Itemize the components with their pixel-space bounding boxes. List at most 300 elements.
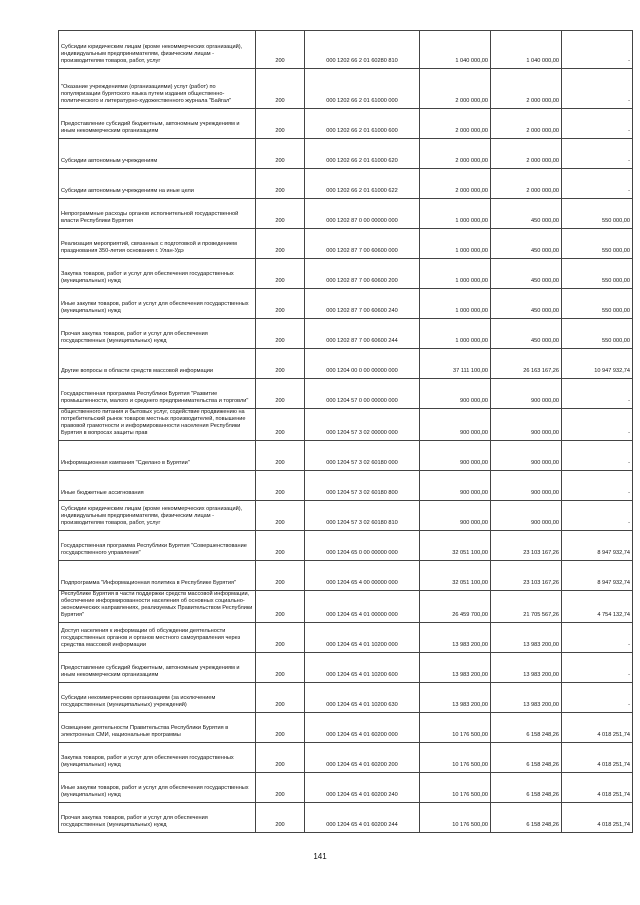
row-approved-amount	[420, 591, 491, 623]
row-unexecuted-amount	[562, 31, 633, 69]
row-approved-amount-text: 32 051 100,00	[452, 550, 488, 556]
row-name	[59, 289, 256, 319]
table-row	[59, 229, 633, 259]
row-executed-amount	[491, 653, 562, 683]
row-name	[59, 591, 256, 623]
page-number: 141	[313, 852, 327, 861]
row-name-text: Субсидии некоммерческим организациям (за исключением государственных (муниципальных) учреждений)	[61, 695, 216, 708]
row-name-text: "Оказание учреждениями (организациями) услуг (работ) по популяризации бурятского языка путем издания общественно-политического и литературно-художественного журнала "Байгал"	[61, 84, 232, 104]
table-row	[59, 31, 633, 69]
row-unexecuted-amount	[562, 501, 633, 531]
row-approved-amount	[420, 109, 491, 139]
row-budget-code-text: 000 1204 65 4 01 00000 000	[326, 612, 398, 618]
row-line-code-text: 200	[275, 822, 285, 828]
row-line-code	[256, 683, 305, 713]
row-executed-amount-text: 900 000,00	[531, 520, 559, 526]
row-executed-amount	[491, 501, 562, 531]
row-budget-code-text: 000 1204 65 4 01 10200 630	[326, 702, 398, 708]
row-line-code-text: 200	[275, 520, 285, 526]
row-approved-amount	[420, 409, 491, 441]
row-approved-amount	[420, 139, 491, 169]
row-executed-amount	[491, 259, 562, 289]
row-approved-amount-text: 10 176 500,00	[452, 762, 488, 768]
table-row	[59, 623, 633, 653]
table-row	[59, 561, 633, 591]
row-budget-code-text: 000 1202 66 2 01 61000 620	[326, 158, 398, 164]
row-budget-code-text: 000 1202 66 2 01 61000 600	[326, 128, 398, 134]
row-approved-amount-text: 900 000,00	[460, 520, 488, 526]
row-name-text: Прочая закупка товаров, работ и услуг для обеспечения государственных (муниципальных) нужд	[61, 815, 208, 828]
row-line-code	[256, 229, 305, 259]
row-budget-code-text: 000 1202 87 7 00 60600 000	[326, 248, 398, 254]
row-line-code-text: 200	[275, 338, 285, 344]
row-line-code-text: 200	[275, 792, 285, 798]
row-line-code	[256, 409, 305, 441]
row-budget-code	[305, 501, 420, 531]
row-unexecuted-amount	[562, 69, 633, 109]
row-line-code	[256, 199, 305, 229]
row-name	[59, 531, 256, 561]
row-line-code	[256, 319, 305, 349]
row-line-code	[256, 591, 305, 623]
row-executed-amount	[491, 441, 562, 471]
row-unexecuted-amount	[562, 379, 633, 409]
row-executed-amount-text: 13 983 200,00	[523, 702, 559, 708]
row-budget-code-text: 000 1204 65 4 01 60200 000	[326, 732, 398, 738]
row-name	[59, 773, 256, 803]
row-name-text: Реализация мероприятий, связанных с подготовкой и проведением празднования 350-летия основания г. Улан-Удэ	[61, 241, 237, 254]
row-budget-code-text: 000 1204 00 0 00 00000 000	[326, 368, 398, 374]
row-executed-amount	[491, 773, 562, 803]
row-line-code-text: 200	[275, 398, 285, 404]
row-approved-amount	[420, 743, 491, 773]
row-unexecuted-amount	[562, 199, 633, 229]
row-approved-amount	[420, 199, 491, 229]
row-executed-amount-text: 1 040 000,00	[526, 58, 559, 64]
row-unexecuted-amount-text: 550 000,00	[602, 338, 630, 344]
row-executed-amount	[491, 623, 562, 653]
row-approved-amount	[420, 803, 491, 833]
row-unexecuted-amount	[562, 623, 633, 653]
row-approved-amount	[420, 623, 491, 653]
row-approved-amount-text: 10 176 500,00	[452, 822, 488, 828]
row-budget-code	[305, 773, 420, 803]
row-unexecuted-amount-text: -	[628, 672, 630, 678]
row-name	[59, 349, 256, 379]
row-unexecuted-amount	[562, 349, 633, 379]
row-executed-amount-text: 2 000 000,00	[526, 158, 559, 164]
row-budget-code-text: 000 1202 66 2 01 61000 000	[326, 98, 398, 104]
row-line-code-text: 200	[275, 218, 285, 224]
row-executed-amount-text: 6 158 248,26	[526, 732, 559, 738]
table-row	[59, 501, 633, 531]
row-unexecuted-amount	[562, 471, 633, 501]
table-row	[59, 531, 633, 561]
row-budget-code	[305, 561, 420, 591]
row-unexecuted-amount	[562, 653, 633, 683]
row-line-code	[256, 501, 305, 531]
row-line-code	[256, 169, 305, 199]
row-unexecuted-amount-text: 10 947 932,74	[594, 368, 630, 374]
table-row	[59, 773, 633, 803]
row-name-text: Субсидии юридическим лицам (кроме некоммерческих организаций), индивидуальным предпринимателям, физическим лицам - производителям товаров, работ, услуг	[61, 44, 243, 64]
row-line-code-text: 200	[275, 430, 285, 436]
row-name-text: Субсидии автономным учреждениям на иные цели	[61, 188, 194, 194]
row-executed-amount	[491, 743, 562, 773]
row-line-code-text: 200	[275, 580, 285, 586]
table-row	[59, 289, 633, 319]
row-budget-code	[305, 31, 420, 69]
row-budget-code	[305, 531, 420, 561]
row-unexecuted-amount-text: 8 947 932,74	[597, 550, 630, 556]
row-budget-code	[305, 591, 420, 623]
row-executed-amount	[491, 683, 562, 713]
row-name-text: Доступ населения к информации об обсуждении деятельности государственных органов и органов местного самоуправления через средства массовой информации	[61, 628, 241, 648]
row-budget-code-text: 000 1204 57 3 02 60180 800	[326, 490, 398, 496]
row-approved-amount	[420, 31, 491, 69]
table-row	[59, 471, 633, 501]
row-budget-code	[305, 379, 420, 409]
row-approved-amount	[420, 169, 491, 199]
row-name	[59, 409, 256, 441]
row-name	[59, 803, 256, 833]
row-approved-amount	[420, 319, 491, 349]
row-approved-amount	[420, 683, 491, 713]
row-executed-amount-text: 900 000,00	[531, 490, 559, 496]
row-executed-amount	[491, 289, 562, 319]
row-executed-amount	[491, 349, 562, 379]
row-budget-code-text: 000 1204 65 4 01 60200 200	[326, 762, 398, 768]
row-executed-amount-text: 900 000,00	[531, 460, 559, 466]
row-name	[59, 139, 256, 169]
table-row	[59, 683, 633, 713]
row-unexecuted-amount-text: -	[628, 158, 630, 164]
row-approved-amount	[420, 441, 491, 471]
row-name-text: Непрограммные расходы органов исполнительной государственной власти Республики Бурятия	[61, 211, 239, 224]
row-approved-amount-text: 10 176 500,00	[452, 792, 488, 798]
row-name	[59, 653, 256, 683]
row-unexecuted-amount	[562, 773, 633, 803]
row-line-code	[256, 31, 305, 69]
row-executed-amount	[491, 69, 562, 109]
row-line-code	[256, 531, 305, 561]
row-unexecuted-amount	[562, 319, 633, 349]
row-budget-code-text: 000 1202 66 2 01 61000 622	[326, 188, 398, 194]
row-unexecuted-amount-text: -	[628, 430, 630, 436]
row-executed-amount-text: 21 705 567,26	[523, 612, 559, 618]
row-name-text: Республике Бурятия в части поддержки средств массовой информации, обеспечение информированности населения об основных социально-экономических направлениях, реализуемых Правительством Республики Бурятия"	[61, 591, 253, 618]
budget-table-body	[59, 31, 633, 833]
row-approved-amount-text: 13 983 200,00	[452, 642, 488, 648]
row-unexecuted-amount-text: 4 018 251,74	[597, 762, 630, 768]
row-line-code-text: 200	[275, 98, 285, 104]
row-name-text: Иные бюджетные ассигнования	[61, 490, 144, 496]
row-approved-amount	[420, 653, 491, 683]
row-line-code-text: 200	[275, 278, 285, 284]
row-line-code	[256, 471, 305, 501]
row-line-code	[256, 653, 305, 683]
row-unexecuted-amount	[562, 743, 633, 773]
row-budget-code	[305, 409, 420, 441]
row-name-text: общественного питания и бытовых услуг, содействие продвижению на потребительский рынок товаров местных производителей, повышение правовой грамотности и информированности населения Республики Бурятия в вопросах защиты прав	[61, 409, 246, 436]
row-approved-amount-text: 2 000 000,00	[455, 98, 488, 104]
row-approved-amount-text: 32 051 100,00	[452, 580, 488, 586]
row-unexecuted-amount	[562, 531, 633, 561]
row-name-text: Предоставление субсидий бюджетным, автономным учреждениям и иным некоммерческим организациям	[61, 665, 240, 678]
row-name	[59, 743, 256, 773]
row-line-code-text: 200	[275, 368, 285, 374]
row-budget-code-text: 000 1202 87 7 00 60600 240	[326, 308, 398, 314]
row-approved-amount-text: 1 000 000,00	[455, 308, 488, 314]
row-approved-amount	[420, 713, 491, 743]
row-approved-amount	[420, 501, 491, 531]
row-unexecuted-amount-text: -	[628, 398, 630, 404]
row-unexecuted-amount	[562, 713, 633, 743]
row-unexecuted-amount-text: 4 018 251,74	[597, 822, 630, 828]
row-approved-amount-text: 37 111 100,00	[453, 368, 488, 374]
table-row	[59, 803, 633, 833]
row-approved-amount	[420, 289, 491, 319]
row-approved-amount-text: 13 983 200,00	[452, 672, 488, 678]
row-budget-code-text: 000 1202 87 0 00 00000 000	[326, 218, 398, 224]
row-approved-amount-text: 900 000,00	[460, 460, 488, 466]
row-line-code	[256, 713, 305, 743]
row-approved-amount-text: 2 000 000,00	[455, 188, 488, 194]
row-name	[59, 319, 256, 349]
row-approved-amount-text: 10 176 500,00	[452, 732, 488, 738]
row-approved-amount	[420, 379, 491, 409]
row-unexecuted-amount-text: -	[628, 58, 630, 64]
row-budget-code	[305, 139, 420, 169]
row-executed-amount-text: 450 000,00	[531, 218, 559, 224]
row-unexecuted-amount	[562, 803, 633, 833]
row-line-code	[256, 69, 305, 109]
row-approved-amount	[420, 69, 491, 109]
row-name	[59, 501, 256, 531]
row-budget-code	[305, 441, 420, 471]
row-name-text: Государственная программа Республики Бурятия "Развитие промышленности, малого и среднего предпринимательства и торговли"	[61, 391, 249, 404]
row-unexecuted-amount-text: -	[628, 460, 630, 466]
row-unexecuted-amount	[562, 259, 633, 289]
row-budget-code	[305, 349, 420, 379]
row-line-code-text: 200	[275, 460, 285, 466]
row-approved-amount	[420, 259, 491, 289]
row-budget-code	[305, 471, 420, 501]
table-row	[59, 713, 633, 743]
row-executed-amount	[491, 471, 562, 501]
row-line-code-text: 200	[275, 762, 285, 768]
row-line-code	[256, 743, 305, 773]
row-executed-amount	[491, 591, 562, 623]
table-row	[59, 319, 633, 349]
row-unexecuted-amount-text: -	[628, 642, 630, 648]
row-line-code-text: 200	[275, 702, 285, 708]
row-approved-amount-text: 1 000 000,00	[455, 338, 488, 344]
row-executed-amount-text: 6 158 248,26	[526, 822, 559, 828]
row-line-code-text: 200	[275, 642, 285, 648]
row-name-text: Прочая закупка товаров, работ и услуг для обеспечения государственных (муниципальных) нужд	[61, 331, 208, 344]
row-executed-amount	[491, 531, 562, 561]
budget-table	[58, 30, 633, 833]
row-unexecuted-amount	[562, 109, 633, 139]
row-approved-amount-text: 13 983 200,00	[452, 702, 488, 708]
row-unexecuted-amount	[562, 441, 633, 471]
row-name	[59, 199, 256, 229]
row-approved-amount	[420, 229, 491, 259]
row-budget-code	[305, 69, 420, 109]
row-name	[59, 471, 256, 501]
row-name	[59, 561, 256, 591]
row-executed-amount-text: 6 158 248,26	[526, 762, 559, 768]
row-line-code	[256, 561, 305, 591]
row-name	[59, 379, 256, 409]
row-executed-amount	[491, 139, 562, 169]
row-unexecuted-amount-text: 550 000,00	[602, 278, 630, 284]
row-line-code	[256, 349, 305, 379]
row-line-code	[256, 259, 305, 289]
table-row	[59, 199, 633, 229]
row-unexecuted-amount	[562, 561, 633, 591]
row-unexecuted-amount-text: 550 000,00	[602, 308, 630, 314]
row-executed-amount-text: 13 983 200,00	[523, 672, 559, 678]
row-budget-code-text: 000 1204 57 3 02 60180 000	[326, 460, 398, 466]
row-executed-amount-text: 2 000 000,00	[526, 188, 559, 194]
row-unexecuted-amount-text: 8 947 932,74	[597, 580, 630, 586]
row-line-code-text: 200	[275, 732, 285, 738]
row-unexecuted-amount-text: 4 754 132,74	[597, 612, 630, 618]
row-name-text: Подпрограмма "Информационная политика в Республике Бурятия"	[61, 580, 237, 586]
row-approved-amount-text: 900 000,00	[460, 490, 488, 496]
row-line-code-text: 200	[275, 188, 285, 194]
row-unexecuted-amount	[562, 683, 633, 713]
row-approved-amount-text: 900 000,00	[460, 430, 488, 436]
row-executed-amount-text: 6 158 248,26	[526, 792, 559, 798]
row-name	[59, 683, 256, 713]
row-name-text: Информационная кампания "Сделано в Бурятии"	[61, 460, 190, 466]
row-name-text: Субсидии автономным учреждениям	[61, 158, 158, 164]
row-executed-amount	[491, 409, 562, 441]
row-budget-code	[305, 653, 420, 683]
row-name-text: Предоставление субсидий бюджетным, автономным учреждениям и иным некоммерческим организациям	[61, 121, 240, 134]
row-line-code-text: 200	[275, 158, 285, 164]
row-line-code-text: 200	[275, 612, 285, 618]
row-name	[59, 109, 256, 139]
row-line-code-text: 200	[275, 58, 285, 64]
row-budget-code-text: 000 1202 87 7 00 60600 244	[326, 338, 398, 344]
row-line-code-text: 200	[275, 308, 285, 314]
row-approved-amount-text: 2 000 000,00	[455, 158, 488, 164]
table-row	[59, 379, 633, 409]
row-line-code-text: 200	[275, 672, 285, 678]
row-budget-code-text: 000 1202 66 2 01 60280 810	[326, 58, 398, 64]
row-budget-code	[305, 109, 420, 139]
row-executed-amount-text: 450 000,00	[531, 248, 559, 254]
row-budget-code-text: 000 1204 65 4 00 00000 000	[326, 580, 398, 586]
row-budget-code-text: 000 1204 57 0 00 00000 000	[326, 398, 398, 404]
row-name-text: Иные закупки товаров, работ и услуг для обеспечения государственных (муниципальных) нужд	[61, 301, 249, 314]
row-unexecuted-amount	[562, 591, 633, 623]
row-budget-code	[305, 683, 420, 713]
row-executed-amount-text: 26 163 167,26	[523, 368, 559, 374]
row-approved-amount-text: 2 000 000,00	[455, 128, 488, 134]
row-executed-amount	[491, 31, 562, 69]
row-name-text: Субсидии юридическим лицам (кроме некоммерческих организаций), индивидуальным предпринимателям, физическим лицам - производителям товаров, работ, услуг	[61, 506, 243, 526]
row-unexecuted-amount-text: 550 000,00	[602, 248, 630, 254]
row-approved-amount	[420, 349, 491, 379]
row-line-code	[256, 379, 305, 409]
table-row	[59, 409, 633, 441]
table-row	[59, 653, 633, 683]
row-budget-code	[305, 319, 420, 349]
row-approved-amount-text: 900 000,00	[460, 398, 488, 404]
row-line-code	[256, 803, 305, 833]
row-executed-amount-text: 900 000,00	[531, 398, 559, 404]
row-name-text: Закупка товаров, работ и услуг для обеспечения государственных (муниципальных) нужд	[61, 271, 234, 284]
row-executed-amount	[491, 803, 562, 833]
row-name-text: Закупка товаров, работ и услуг для обеспечения государственных (муниципальных) нужд	[61, 755, 234, 768]
table-row	[59, 169, 633, 199]
row-budget-code-text: 000 1204 65 0 00 00000 000	[326, 550, 398, 556]
row-line-code	[256, 623, 305, 653]
row-line-code	[256, 139, 305, 169]
row-name-text: Другие вопросы в области средств массовой информации	[61, 368, 214, 374]
row-name-text: Освещение деятельности Правительства Республики Бурятия в электронных СМИ, национальные программы	[61, 725, 229, 738]
table-row	[59, 259, 633, 289]
row-name	[59, 441, 256, 471]
row-executed-amount-text: 23 103 167,26	[523, 580, 559, 586]
table-row	[59, 109, 633, 139]
row-budget-code	[305, 289, 420, 319]
row-approved-amount	[420, 471, 491, 501]
row-line-code-text: 200	[275, 248, 285, 254]
row-budget-code	[305, 623, 420, 653]
row-line-code-text: 200	[275, 550, 285, 556]
row-executed-amount	[491, 199, 562, 229]
row-executed-amount-text: 450 000,00	[531, 338, 559, 344]
row-approved-amount-text: 1 000 000,00	[455, 278, 488, 284]
row-name-text: Государственная программа Республики Бурятия "Совершенствование государственного управления"	[61, 543, 247, 556]
row-unexecuted-amount-text: 4 018 251,74	[597, 732, 630, 738]
row-name	[59, 623, 256, 653]
row-budget-code-text: 000 1204 65 4 01 60200 244	[326, 822, 398, 828]
table-row	[59, 139, 633, 169]
row-budget-code	[305, 803, 420, 833]
row-executed-amount-text: 2 000 000,00	[526, 128, 559, 134]
row-executed-amount-text: 900 000,00	[531, 430, 559, 436]
row-executed-amount	[491, 229, 562, 259]
table-row	[59, 349, 633, 379]
row-budget-code-text: 000 1204 57 3 02 60180 810	[326, 520, 398, 526]
row-line-code	[256, 441, 305, 471]
row-name	[59, 259, 256, 289]
row-unexecuted-amount-text: -	[628, 702, 630, 708]
row-executed-amount-text: 23 103 167,26	[523, 550, 559, 556]
row-approved-amount-text: 26 459 700,00	[452, 612, 488, 618]
row-budget-code	[305, 259, 420, 289]
row-line-code	[256, 109, 305, 139]
row-executed-amount	[491, 319, 562, 349]
row-unexecuted-amount-text: -	[628, 128, 630, 134]
row-executed-amount	[491, 109, 562, 139]
row-executed-amount-text: 450 000,00	[531, 308, 559, 314]
row-line-code	[256, 773, 305, 803]
row-name	[59, 713, 256, 743]
table-row	[59, 743, 633, 773]
row-unexecuted-amount	[562, 169, 633, 199]
row-line-code	[256, 289, 305, 319]
row-executed-amount	[491, 713, 562, 743]
row-approved-amount-text: 1 000 000,00	[455, 218, 488, 224]
